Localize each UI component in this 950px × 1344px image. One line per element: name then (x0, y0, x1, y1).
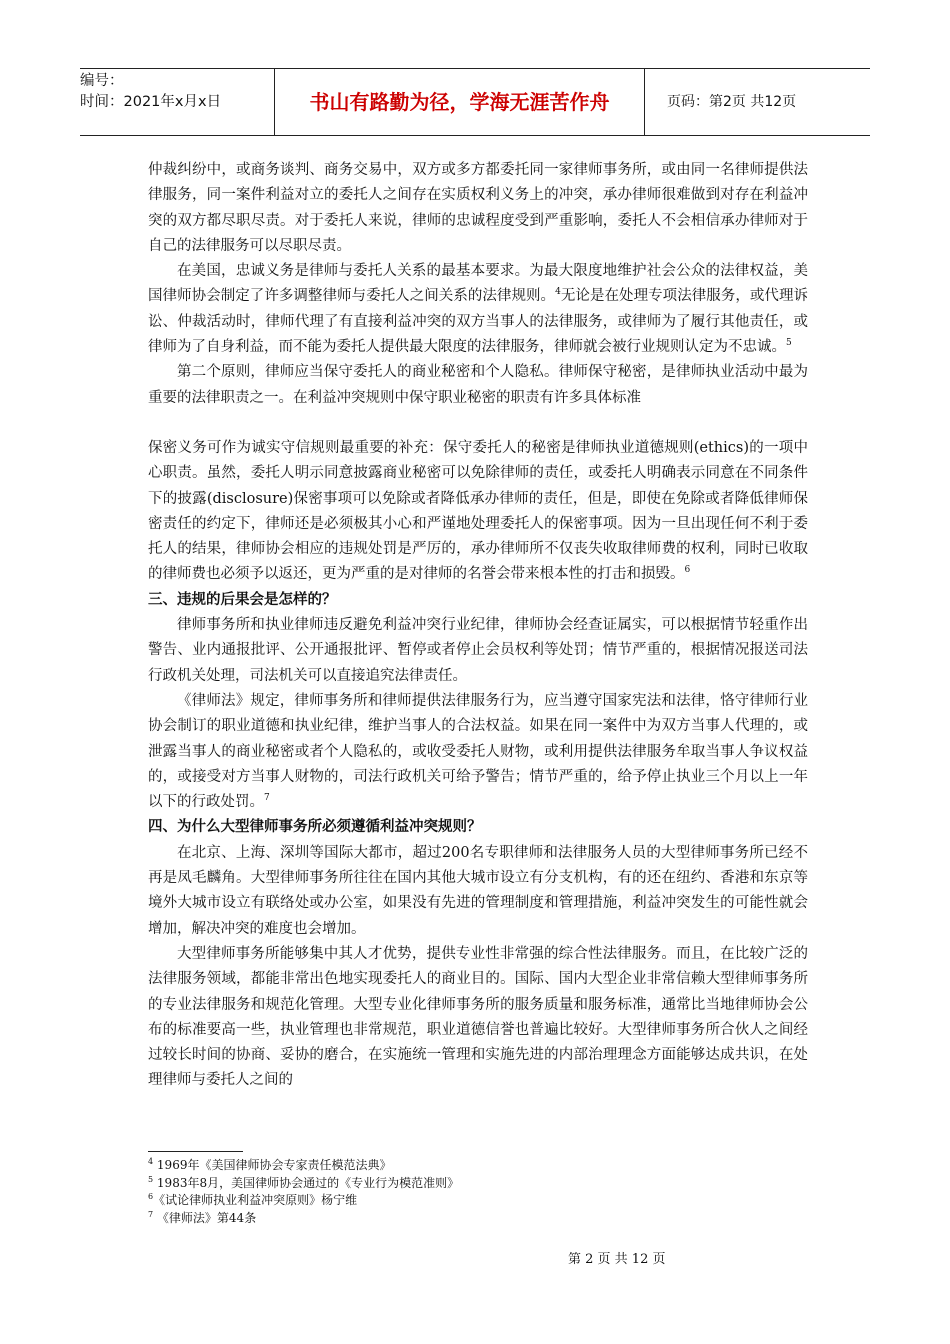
footnote-number: 6 (148, 1192, 154, 1201)
footnote-text: 1969年《美国律师协会专家责任模范法典》 (156, 1158, 392, 1172)
header-page-label: 页码：第2页 共12页 (667, 94, 797, 110)
footnote-ref: 7 (264, 793, 270, 804)
header-meta (80, 69, 275, 135)
paragraph (148, 436, 808, 588)
footnote-text: 《试论律师执业利益冲突原则》杨宁维 (153, 1193, 358, 1207)
footnote-ref: 5 (786, 338, 792, 349)
paragraph (148, 689, 808, 815)
paragraph-gap (148, 411, 808, 436)
document-number-label: 编号： (80, 73, 124, 89)
paragraph: 律师事务所和执业律师违反避免利益冲突行业纪律，律师协会经查证属实，可以根据情节轻重作出警告、业内通报批评、公开通报批评、暂停或者停止会员权利等处罚；情节严重的，根据情况报送司法行政机关处理，司法机关可以直接追究法律责任。 (148, 617, 808, 684)
footnote (148, 1210, 459, 1228)
paragraph-text: 在美国，忠诚义务是律师与委托人关系的最基本要求。为最大限度地维护社会公众的法律权益，美国律师协会制定了许多调整律师与委托人之间关系的法律规则。 (148, 263, 808, 305)
section-heading: 三、违规的后果会是怎样的？ (148, 591, 337, 608)
footnote (148, 1192, 459, 1210)
paragraph: 在北京、上海、深圳等国际大都市，超过200名专职律师和法律服务人员的大型律师事务所已经不再是凤毛麟角。大型律师事务所往往在国内其他大城市设立有分支机构，有的还在纽约、香港和东京等境外大城市设立有联络处或办公室，如果没有先进的管理制度和管理措施，利益冲突发生的可能性就会增加，解决冲突的难度也会增加。 (148, 844, 808, 937)
document-time-label: 时间：2021年x月x日 (80, 94, 222, 110)
page-header (80, 68, 870, 136)
paragraph: 第二个原则，律师应当保守委托人的商业秘密和个人隐私。律师保守秘密，是律师执业活动中最为重要的法律职责之一。在利益冲突规则中保守职业秘密的职责有许多具体标准 (148, 364, 808, 406)
paragraph-text: 保密义务可作为诚实守信规则最重要的补充：保守委托人的秘密是律师执业道德规则(ethics)的一项中心职责。虽然，委托人明示同意披露商业秘密可以免除律师的责任，或委托人明确表示同意在不同条件下的披露(disclosure)保密事项可以免除或者降低承办律师的责任，但是，即使在免除或者降低律师保密责任的约定下，律师还是必须极其小心和严谨地处理委托人的保密事项。因为一旦出现任何不利于委托人的结果，律师协会相应的违规处罚是严厉的，承办律师所不仅丧失收取律师费的权利，同时已收取的律师费也必须予以返还，更为严重的是对律师的名誉会带来根本性的打击和损毁。 (148, 439, 808, 583)
footnote-number: 5 (148, 1174, 154, 1184)
footnote-ref: 4 (555, 287, 561, 298)
footnote-number: 4 (148, 1157, 154, 1166)
paragraph-text: 《律师法》规定，律师事务所和律师提供法律服务行为，应当遵守国家宪法和法律，恪守律师行业协会制订的职业道德和执业纪律，维护当事人的合法权益。如果在同一案件中为双方当事人代理的，或泄露当事人的商业秘密或者个人隐私的，或收受委托人财物，或利用提供法律服务牟取当事人争议权益的，或接受对方当事人财物的，司法行政机关可给予警告；情节严重的，给予停止执业三个月以上一年以下的行政处罚。 (148, 692, 808, 811)
header-motto-cell (275, 69, 645, 135)
paragraph (148, 259, 808, 360)
paragraph: 仲裁纠纷中，或商务谈判、商务交易中，双方或多方都委托同一家律师事务所，或由同一名律师提供法律服务，同一案件利益对立的委托人之间存在实质权利义务上的冲突，承办律师很难做到对存在利益冲突的双方都尽职尽责。对于委托人来说，律师的忠诚程度受到严重影响，委托人不会相信承办律师对于自己的法律服务可以尽职尽责。 (148, 162, 808, 254)
paragraph: 大型律师事务所能够集中其人才优势，提供专业性非常强的综合性法律服务。而且，在比较广泛的法律服务领域，都能非常出色地实现委托人的商业目的。国际、国内大型企业非常信赖大型律师事务所的专业法律服务和规范化管理。大型专业化律师事务所的服务质量和服务标准，通常比当地律师协会公布的标准要高一些，执业管理也非常规范，职业道德信誉也普遍比较好。大型律师事务所合伙人之间经过较长时间的协商、妥协的磨合，在实施统一管理和实施先进的内部治理理念方面能够达成共识，在处理律师与委托人之间的 (148, 945, 808, 1089)
footnote-ref: 6 (684, 565, 691, 576)
footnote-text: 1983年8月，美国律师协会通过的《专业行为模范准则》 (156, 1175, 460, 1190)
header-motto: 书山有路勤为径，学海无涯苦作舟 (309, 90, 610, 114)
section-heading: 四、为什么大型律师事务所必须遵循利益冲突规则？ (148, 819, 482, 836)
footnotes (148, 1157, 459, 1227)
footnote-separator (148, 1151, 243, 1152)
footnote (148, 1157, 459, 1175)
document-body (148, 158, 808, 1094)
footnote (148, 1175, 459, 1193)
paragraph-text: 无论是在处理专项法律服务，或代理诉讼、仲裁活动时，律师代理了有直接利益冲突的双方当事人的法律服务，或律师为了履行其他责任，或律师为了自身利益，而不能为委托人提供最大限度的法律服务，律师就会被行业规则认定为不忠诚。 (148, 288, 809, 356)
footnote-text: 《律师法》第44条 (156, 1210, 257, 1225)
page-footer: 第 2 页 共 12 页 (568, 1252, 666, 1267)
footnote-number: 7 (148, 1209, 154, 1219)
